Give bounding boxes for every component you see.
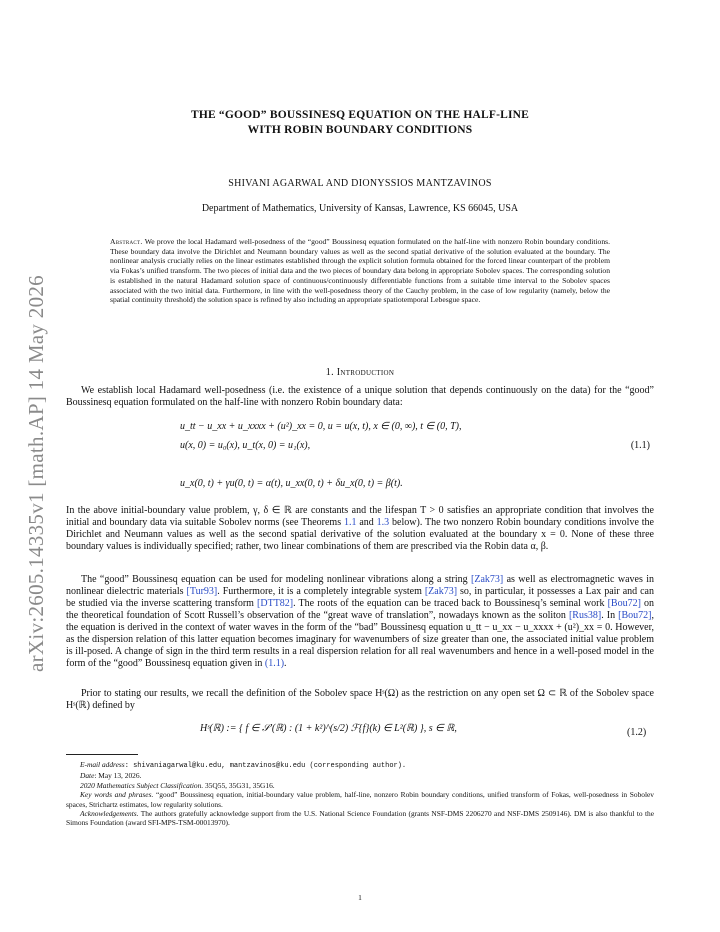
section-number: 1. — [325, 367, 334, 378]
arxiv-identifier-stamp — [20, 243, 52, 703]
paper-title-line-1: THE “GOOD” BOUSSINESQ EQUATION ON THE HALF-LINE — [190, 109, 530, 121]
footnote-email-label: E-mail address — [80, 760, 125, 769]
footnote-email-text: : shivaniagarwal@ku.edu, mantzavinos@ku.edu (corresponding author). — [124, 762, 407, 770]
footnote-ack-label: Acknowledgements. — [80, 809, 139, 819]
para2-text-b: and — [356, 517, 377, 528]
para3-text: on the theoretical foundation of Scott Russell’s observation of the “great wave of translation”, nowadays known as the soliton — [66, 598, 654, 621]
para3-text: so, in particular, it possesses a Lax pair and can be studied via the inverse scattering transform — [66, 586, 654, 609]
equation-1-2: Hˢ(ℝ) := { f ∈ 𝒮′(ℝ) : (1 + k²)^(s/2) ℱ{f}(k) ∈ L²(ℝ) }, s ∈ ℝ, — [200, 723, 457, 734]
para3-text: , the equation is derived in the context of water waves in the form of the “bad” Boussinesq equation u_tt − u_xx − u_xxxx + (u²)_xx = 0. However, as the dispersion relation of this latter equation becomes imaginary for wavenumbers of size greater than one, the associated initial value problem is ill-posed. A change of sign in the third term results in a real dispersion relation for all real wavenumbers and hence in a well-posed model in the form of the “good” Boussinesq equation given in — [66, 610, 654, 669]
citation-tur93[interactable]: [Tur93] — [186, 586, 218, 597]
citation-rus38[interactable]: [Rus38] — [568, 610, 602, 621]
footnote-date — [66, 771, 654, 780]
footnote-msc-label: 2020 Mathematics Subject Classification. — [80, 780, 204, 790]
footnote-date-label: Date — [80, 771, 95, 781]
footnote-keywords — [66, 790, 654, 809]
para3-text: . In — [601, 610, 619, 621]
para3-text: The “good” Boussinesq equation can be used for modeling nonlinear vibrations along a string — [81, 574, 471, 585]
equation-1-1-line-3: u_x(0, t) + γu(0, t) = α(t), u_xx(0, t) + δu_x(0, t) = β(t). — [180, 478, 403, 489]
footnotes — [66, 760, 654, 828]
author-affiliation: Department of Mathematics, University of Kansas, Lawrence, KS 66045, USA — [201, 203, 519, 214]
footnote-email — [66, 760, 654, 771]
intro-paragraph-4: Prior to stating our results, we recall the definition of the Sobolev space Hˢ(Ω) as the restriction on any open set Ω ⊂ ℝ of the Sobolev space Hˢ(ℝ) defined by — [66, 688, 654, 711]
para3-text: . Furthermore, it is a completely integrable system — [217, 586, 425, 597]
para3-text: . — [284, 658, 287, 669]
footnote-keywords-label: Key words and phrases. — [80, 790, 154, 800]
footnote-date-text: : May 13, 2026. — [94, 771, 142, 781]
footnote-acknowledgements — [66, 809, 654, 828]
paper-title-line-2: WITH ROBIN BOUNDARY CONDITIONS — [247, 124, 473, 136]
footnote-msc — [66, 781, 654, 790]
abstract-label: Abstract. — [110, 237, 143, 246]
footnote-divider — [66, 754, 138, 755]
intro-paragraph-1: We establish local Hadamard well-posedness (i.e. the existence of a unique solution that depends continuously on the data) for the “good” Boussinesq equation formulated on the half-line with nonzero Robin boundary data: — [66, 385, 654, 408]
para2-text-c: below). The two nonzero Robin boundary conditions involve the Dirichlet and Neumann values as well as the second spatial derivative of the solution evaluated at the boundary x = 0. None of these three boundary values is individually specified; rather, two linear combinations of them are prescribed via the Robin data α, β. — [66, 517, 654, 552]
equation-1-2-number: (1.2) — [627, 727, 647, 738]
abstract-text: We prove the local Hadamard well-posedness of the “good” Boussinesq equation formulated on the half-line with nonzero Robin boundary conditions. These boundary data involve the Dirichlet and Neumann boundary values as well as the second spatial derivative of the solution evaluated at the boundary. The nonlinear analysis crucially relies on the linear estimates established through the explicit solution formula obtained for the forced linear counterpart of the problem via Fokas’s unified transform. The two pieces of initial data and the two pieces of boundary data belong in appropriate Sobolev spaces. The corresponding solution is established in the natural Hadamard solution space of continuous/continuously differentiable functions from a suitable time interval to the Sobolev spaces associated with the two initial data. Furthermore, in line with the well-posedness theory of the Cauchy problem, in the case of low regularity (namely, below the spatial continuity threshold) the solution space is refined by also including an appropriate spatiotemporal Lebesgue space. — [110, 237, 610, 305]
page-number: 1 — [358, 893, 362, 902]
intro-paragraph-2 — [66, 505, 654, 553]
citation-zak73[interactable]: [Zak73] — [471, 574, 504, 585]
section-title: Introduction — [336, 367, 395, 378]
arxiv-identifier-text: arXiv:2605.14335v1 [math.AP] 14 May 2026 — [23, 274, 48, 672]
equation-1-1-line-2: u(x, 0) = u₀(x), u_t(x, 0) = u₁(x), — [180, 440, 311, 451]
para3-text: as well as electromagnetic waves in nonlinear dielectric materials — [66, 574, 654, 597]
citation-zak73[interactable]: [Zak73] — [424, 586, 458, 597]
para3-text: . The roots of the equation can be traced back to Boussinesq’s seminal work — [293, 598, 608, 609]
equation-1-1-line-1: u_tt − u_xx + u_xxxx + (u²)_xx = 0, u = u(x, t), x ∈ (0, ∞), t ∈ (0, T), — [180, 421, 462, 432]
citation-bou72[interactable]: [Bou72] — [618, 610, 652, 621]
intro-paragraph-3 — [66, 574, 654, 670]
citation-bou72[interactable]: [Bou72] — [607, 598, 641, 609]
equation-1-1-number: (1.1) — [630, 440, 650, 451]
citation-dtt82[interactable]: [DTT82] — [257, 598, 294, 609]
footnote-msc-text: 35Q55, 35G31, 35G16. — [203, 780, 275, 790]
footnote-keywords-text: “good” Boussinesq equation, initial-boundary value problem, half-line, nonzero Robin boundary conditions, unified transform of Fokas, well-posedness in Sobolev spaces, Strichartz estimates, low regularity solutions. — [66, 790, 654, 809]
theorem-1-1-link[interactable]: 1.1 — [343, 517, 357, 528]
theorem-1-3-link[interactable]: 1.3 — [376, 517, 390, 528]
equation-1-1-link[interactable]: (1.1) — [264, 658, 285, 669]
footnote-ack-text: The authors gratefully acknowledge support from the U.S. National Science Foundation (grants NSF-DMS 2206270 and NSF-DMS 2509146). DM is also thankful to the Simons Foundation (award SFI-MPS-TSM-00013970). — [66, 809, 654, 828]
paper-authors: SHIVANI AGARWAL AND DIONYSSIOS MANTZAVINOS — [228, 178, 492, 189]
para2-text-a: In the above initial-boundary value problem, γ, δ ∈ ℝ are constants and the lifespan T > 0 satisfies an appropriate condition that involves the initial and boundary data via suitable Sobolev norms (see Theorems — [66, 505, 654, 528]
